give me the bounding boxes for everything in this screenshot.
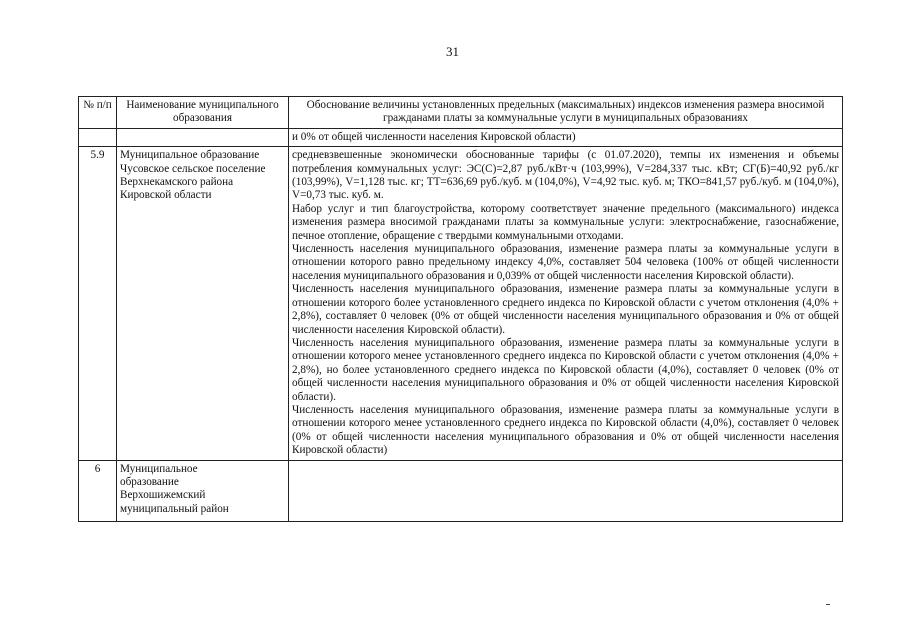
- continuation-text: и 0% от общей численности населения Кировской области): [289, 128, 843, 146]
- municipality-name: [117, 460, 289, 521]
- table-header-row: [79, 97, 843, 129]
- header-basis: Обоснование величины установленных предельных (максимальных) индексов изменения размера вносимой гражданами платы за коммунальные услуги в муниципальных образованиях: [289, 97, 843, 129]
- basis-paragraph-tariffs: средневзвешенные экономически обоснованные тарифы (с 01.07.2020), темпы их изменения и объемы потребления коммунальных услуг: ЭС(С)=2,87 руб./кВт·ч (103,99%), V=284,337 тыс. кВт; СГ(Б)=40,92 руб./кг (103,99%), V=1,128 тыс. кг; ТТ=636,69 руб./куб. м (104,0%), V=4,92 тыс. куб. м; ТКО=841,57 руб./куб. м (104,0%), V=0,73 тыс. куб. м.: [292, 149, 839, 202]
- municipality-name-line: образование: [120, 475, 179, 488]
- basis-paragraph-population-between: Численность населения муниципального образования, изменение размера платы за коммунальные услуги в отношении которого менее установленного среднего индекса по Кировской области с учетом отклонения (4,0% + 2,8%), но более установленного среднего индекса по Кировской области (4,0%), составляет 0 человек (0% от общей численности населения муниципального образования и 0% от общей численности населения Кировской области).: [292, 336, 839, 403]
- continuation-row: [79, 128, 843, 146]
- scan-mark: [826, 604, 830, 605]
- page-number: 31: [446, 44, 459, 59]
- municipality-name-line: Верхошижемский: [120, 489, 206, 502]
- basis-cell-empty: [289, 460, 843, 521]
- row-num: 5.9: [79, 147, 117, 460]
- municipality-name-line: муниципальный район: [120, 502, 229, 515]
- tariff-basis-table: [78, 96, 843, 522]
- header-num: № п/п: [79, 97, 117, 129]
- table-row: [79, 460, 843, 521]
- basis-paragraph-services: Набор услуг и тип благоустройства, которому соответствует значение предельного (максимального) индекса изменения размера вносимой гражданами платы за коммунальные услуги: электроснабжение, газоснабжение, печное отопление, обращение с твердыми коммунальными отходами.: [292, 202, 839, 242]
- header-municipality: Наименование муниципального образования: [117, 97, 289, 129]
- basis-cell: [289, 147, 843, 460]
- continuation-name-cell: [117, 128, 289, 146]
- row-num: 6: [79, 460, 117, 521]
- basis-paragraph-population-equal: Численность населения муниципального образования, изменение размера платы за коммунальные услуги в отношении которого равно предельному индексу 4,0%, составляет 504 человека (100% от общей численности населения муниципального образования и 0,039% от общей численности населения Кировской области).: [292, 243, 839, 282]
- basis-paragraph-population-below: Численность населения муниципального образования, изменение размера платы за коммунальные услуги в отношении которого менее установленного среднего индекса по Кировской области (4,0%), составляет 0 человек (0% от общей численности населения муниципального образования и 0% от общей численности населения Кировской области): [292, 403, 839, 457]
- municipality-name-line: Муниципальное: [120, 462, 198, 475]
- continuation-num-cell: [79, 128, 117, 146]
- table-row: [79, 147, 843, 460]
- municipality-name: Муниципальное образование Чусовское сельское поселение Верхнекамского района Кировской области: [117, 147, 289, 460]
- basis-paragraph-population-above: Численность населения муниципального образования, изменение размера платы за коммунальные услуги в отношении которого более установленного среднего индекса по Кировской области с учетом отклонения (4,0% + 2,8%), составляет 0 человек (0% от общей численности населения муниципального образования и 0% от общей численности населения Кировской области).: [292, 283, 839, 336]
